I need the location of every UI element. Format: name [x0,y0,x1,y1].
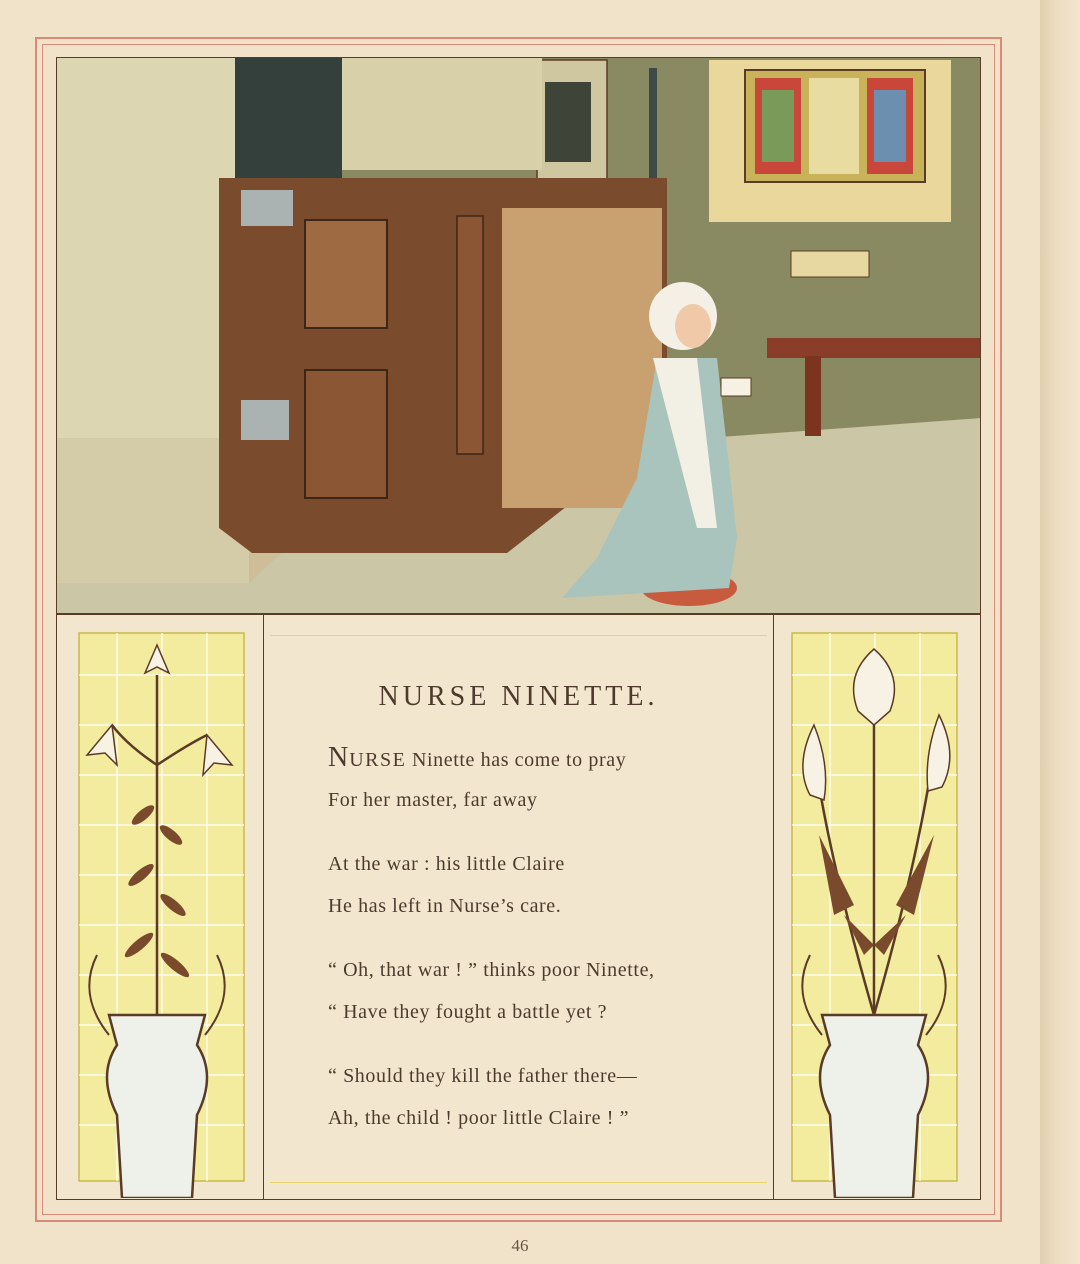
left-lily-panel [56,614,264,1200]
memorial-plaque [791,251,869,277]
page-number: 46 [511,1236,529,1255]
poem-line-5: “ Oh, that war ! ” thinks poor Ninette, [328,959,655,981]
poem-line-6: “ Have they fought a battle yet ? [328,1001,608,1023]
poem-panel [263,614,774,1200]
right-calla-panel [773,614,981,1200]
stanza-gap [328,1033,758,1055]
hymn-board-panel [545,82,591,162]
wooden-bench [767,338,981,358]
calla-vase-decoration [774,615,979,1198]
door-hinge-bottom [241,400,289,440]
dropcap-letter: N [328,742,350,773]
pew-side-panel [502,208,662,508]
saint-figure-right [874,90,906,162]
church-scene [57,58,981,614]
poem-line-4: He has left in Nurse’s care. [328,895,562,917]
window-pane-center [809,78,859,174]
first-line-text: Ninette has come to pray [406,749,627,771]
book-spine-edge [1040,0,1080,1264]
nurse-face [675,304,711,348]
stanza-gap [328,927,758,949]
dark-doorway [232,58,342,188]
saint-figure-left [762,90,794,162]
first-word-caps: URSE [349,749,407,771]
poem-line-7: “ Should they kill the father there— [328,1065,638,1087]
door-hinge-top [241,190,293,226]
prayer-book [721,378,751,396]
lily-vase-decoration [57,615,262,1198]
stanza-gap [328,821,758,843]
bench-leg [805,356,821,436]
pew-door-lower [305,370,387,498]
poem-line-2: For her master, far away [328,789,538,811]
poem-line-1 [328,737,758,779]
pew-panel-slot [457,216,483,454]
poem-body [328,737,758,1139]
rear-column [342,58,542,170]
church-illustration [56,57,981,614]
lamp-pole [649,68,657,188]
poem-title: NURSE NINETTE. [378,681,659,712]
poem-line-3: At the war : his little Claire [328,853,565,875]
poem-line-8: Ah, the child ! poor little Claire ! ” [328,1107,630,1129]
pew-door-grille [305,220,387,328]
stone-column [57,58,235,458]
